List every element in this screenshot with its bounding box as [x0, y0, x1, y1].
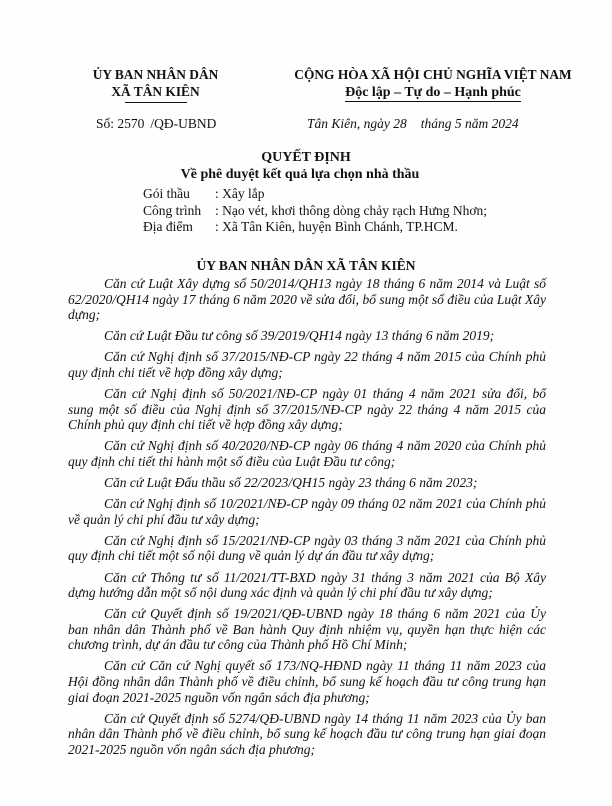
legal-basis-paragraph: Căn cứ Thông tư số 11/2021/TT-BXD ngày 31 tháng 3 năm 2021 của Bộ Xây dựng hướng dẫn một số nội dung xác định và quản lý chi phí đầu tư xây dựng; [68, 569, 546, 601]
document-number [96, 116, 216, 132]
issuer-underline [125, 102, 187, 103]
national-motto: Độc lập – Tự do – Hạnh phúc [345, 85, 521, 100]
legal-basis-paragraph: Căn cứ Nghị định số 15/2021/NĐ-CP ngày 03 tháng 3 năm 2021 của Chính phủ quy định chi tiết một số nội dung về quản lý dự án đầu tư xây dựng; [68, 532, 546, 564]
meta-value: : Xây lắp [215, 186, 265, 201]
legal-basis-paragraph: Căn cứ Luật Đầu tư công số 39/2019/QH14 ngày 13 tháng 6 năm 2019; [104, 328, 495, 344]
legal-basis-paragraph: Căn cứ Nghị định số 10/2021/NĐ-CP ngày 09 tháng 02 năm 2021 của Chính phủ về quản lý chi phí đầu tư xây dựng; [68, 496, 546, 527]
number-label: Số: 2570 [96, 116, 145, 131]
number-suffix: /QĐ-UBND [150, 116, 217, 131]
date-rest: tháng 5 năm 2024 [420, 116, 519, 131]
national-header [283, 66, 583, 102]
meta-label: Địa điểm [143, 219, 193, 234]
issuer-block [68, 66, 243, 103]
meta-row-package [143, 186, 487, 203]
tender-info [143, 186, 487, 236]
decision-subtitle: Về phê duyệt kết quả lựa chọn nhà thầu [180, 167, 420, 182]
date-place: Tân Kiên, ngày 28 [307, 116, 407, 131]
authority-heading: ỦY BAN NHÂN DÂN XÃ TÂN KIÊN [196, 258, 416, 273]
legal-basis-paragraph: Căn cứ Căn cứ Nghị quyết số 173/NQ-HĐND ngày 11 tháng 11 năm 2023 của Hội đồng nhân dân Thành phố về điều chỉnh, bổ sung kế hoạch đầu tư công trung hạn giai đoạn 2021-2025 nguồn vốn ngân sách địa phương; [68, 658, 546, 705]
meta-row-location [143, 219, 487, 236]
decision-title: QUYẾT ĐỊNH [261, 150, 351, 165]
country-name: CỘNG HÒA XÃ HỘI CHỦ NGHĨA VIỆT NAM [294, 67, 572, 82]
legal-basis-paragraph: Căn cứ Nghị định số 50/2021/NĐ-CP ngày 01 tháng 4 năm 2021 sửa đổi, bổ sung một số điều của Nghị định số 37/2015/NĐ-CP ngày 22 tháng 4 năm 2015 của Chính phủ quy định chi tiết về hợp đồng xây dựng; [68, 386, 546, 433]
legal-basis-paragraph: Căn cứ Nghị định số 37/2015/NĐ-CP ngày 22 tháng 4 năm 2015 của Chính phủ quy định chi tiết về hợp đồng xây dựng; [68, 349, 546, 380]
legal-basis-paragraph: Căn cứ Quyết định số 5274/QĐ-UBND ngày 14 tháng 11 năm 2023 của Ủy ban nhân dân Thành phố về điều chỉnh, bổ sung kế hoạch đầu tư công trung hạn giai đoạn 2021-2025 nguồn vốn ngân sách địa phương; [68, 710, 546, 757]
meta-label: Công trình [143, 202, 202, 218]
legal-basis-paragraph: Căn cứ Luật Đấu thầu số 22/2023/QH15 ngày 23 tháng 6 năm 2023; [104, 475, 478, 491]
issuer-line-2: XÃ TÂN KIÊN [111, 84, 200, 99]
legal-basis-paragraph: Căn cứ Luật Xây dựng số 50/2014/QH13 ngày 18 tháng 6 năm 2014 và Luật số 62/2020/QH14 ngày 17 tháng 6 năm 2020 về sửa đổi, bổ sung một số điều của Luật Xây dựng; [68, 276, 546, 323]
meta-label: Gói thầu [143, 186, 190, 201]
legal-basis-paragraph: Căn cứ Quyết định số 19/2021/QĐ-UBND ngày 18 tháng 6 năm 2021 của Ủy ban nhân dân Thành phố về Ban hành Quy định nhiệm vụ, quyền hạn thực hiện các chương trình, dự án đầu tư công của Thành phố Hồ Chí Minh; [68, 606, 546, 653]
meta-value: : Xã Tân Kiên, huyện Bình Chánh, TP.HCM. [215, 219, 458, 234]
legal-basis-paragraph: Căn cứ Nghị định số 40/2020/NĐ-CP ngày 06 tháng 4 năm 2020 của Chính phủ quy định chi tiết thi hành một số điều của Luật Đầu tư công; [68, 438, 546, 469]
legal-basis [68, 276, 546, 763]
meta-value: : Nạo vét, khơi thông dòng chảy rạch Hưng Nhơn; [215, 202, 488, 218]
document-date [307, 116, 519, 132]
meta-row-project [143, 203, 487, 220]
issuer-line-1: ỦY BAN NHÂN DÂN [92, 67, 219, 82]
